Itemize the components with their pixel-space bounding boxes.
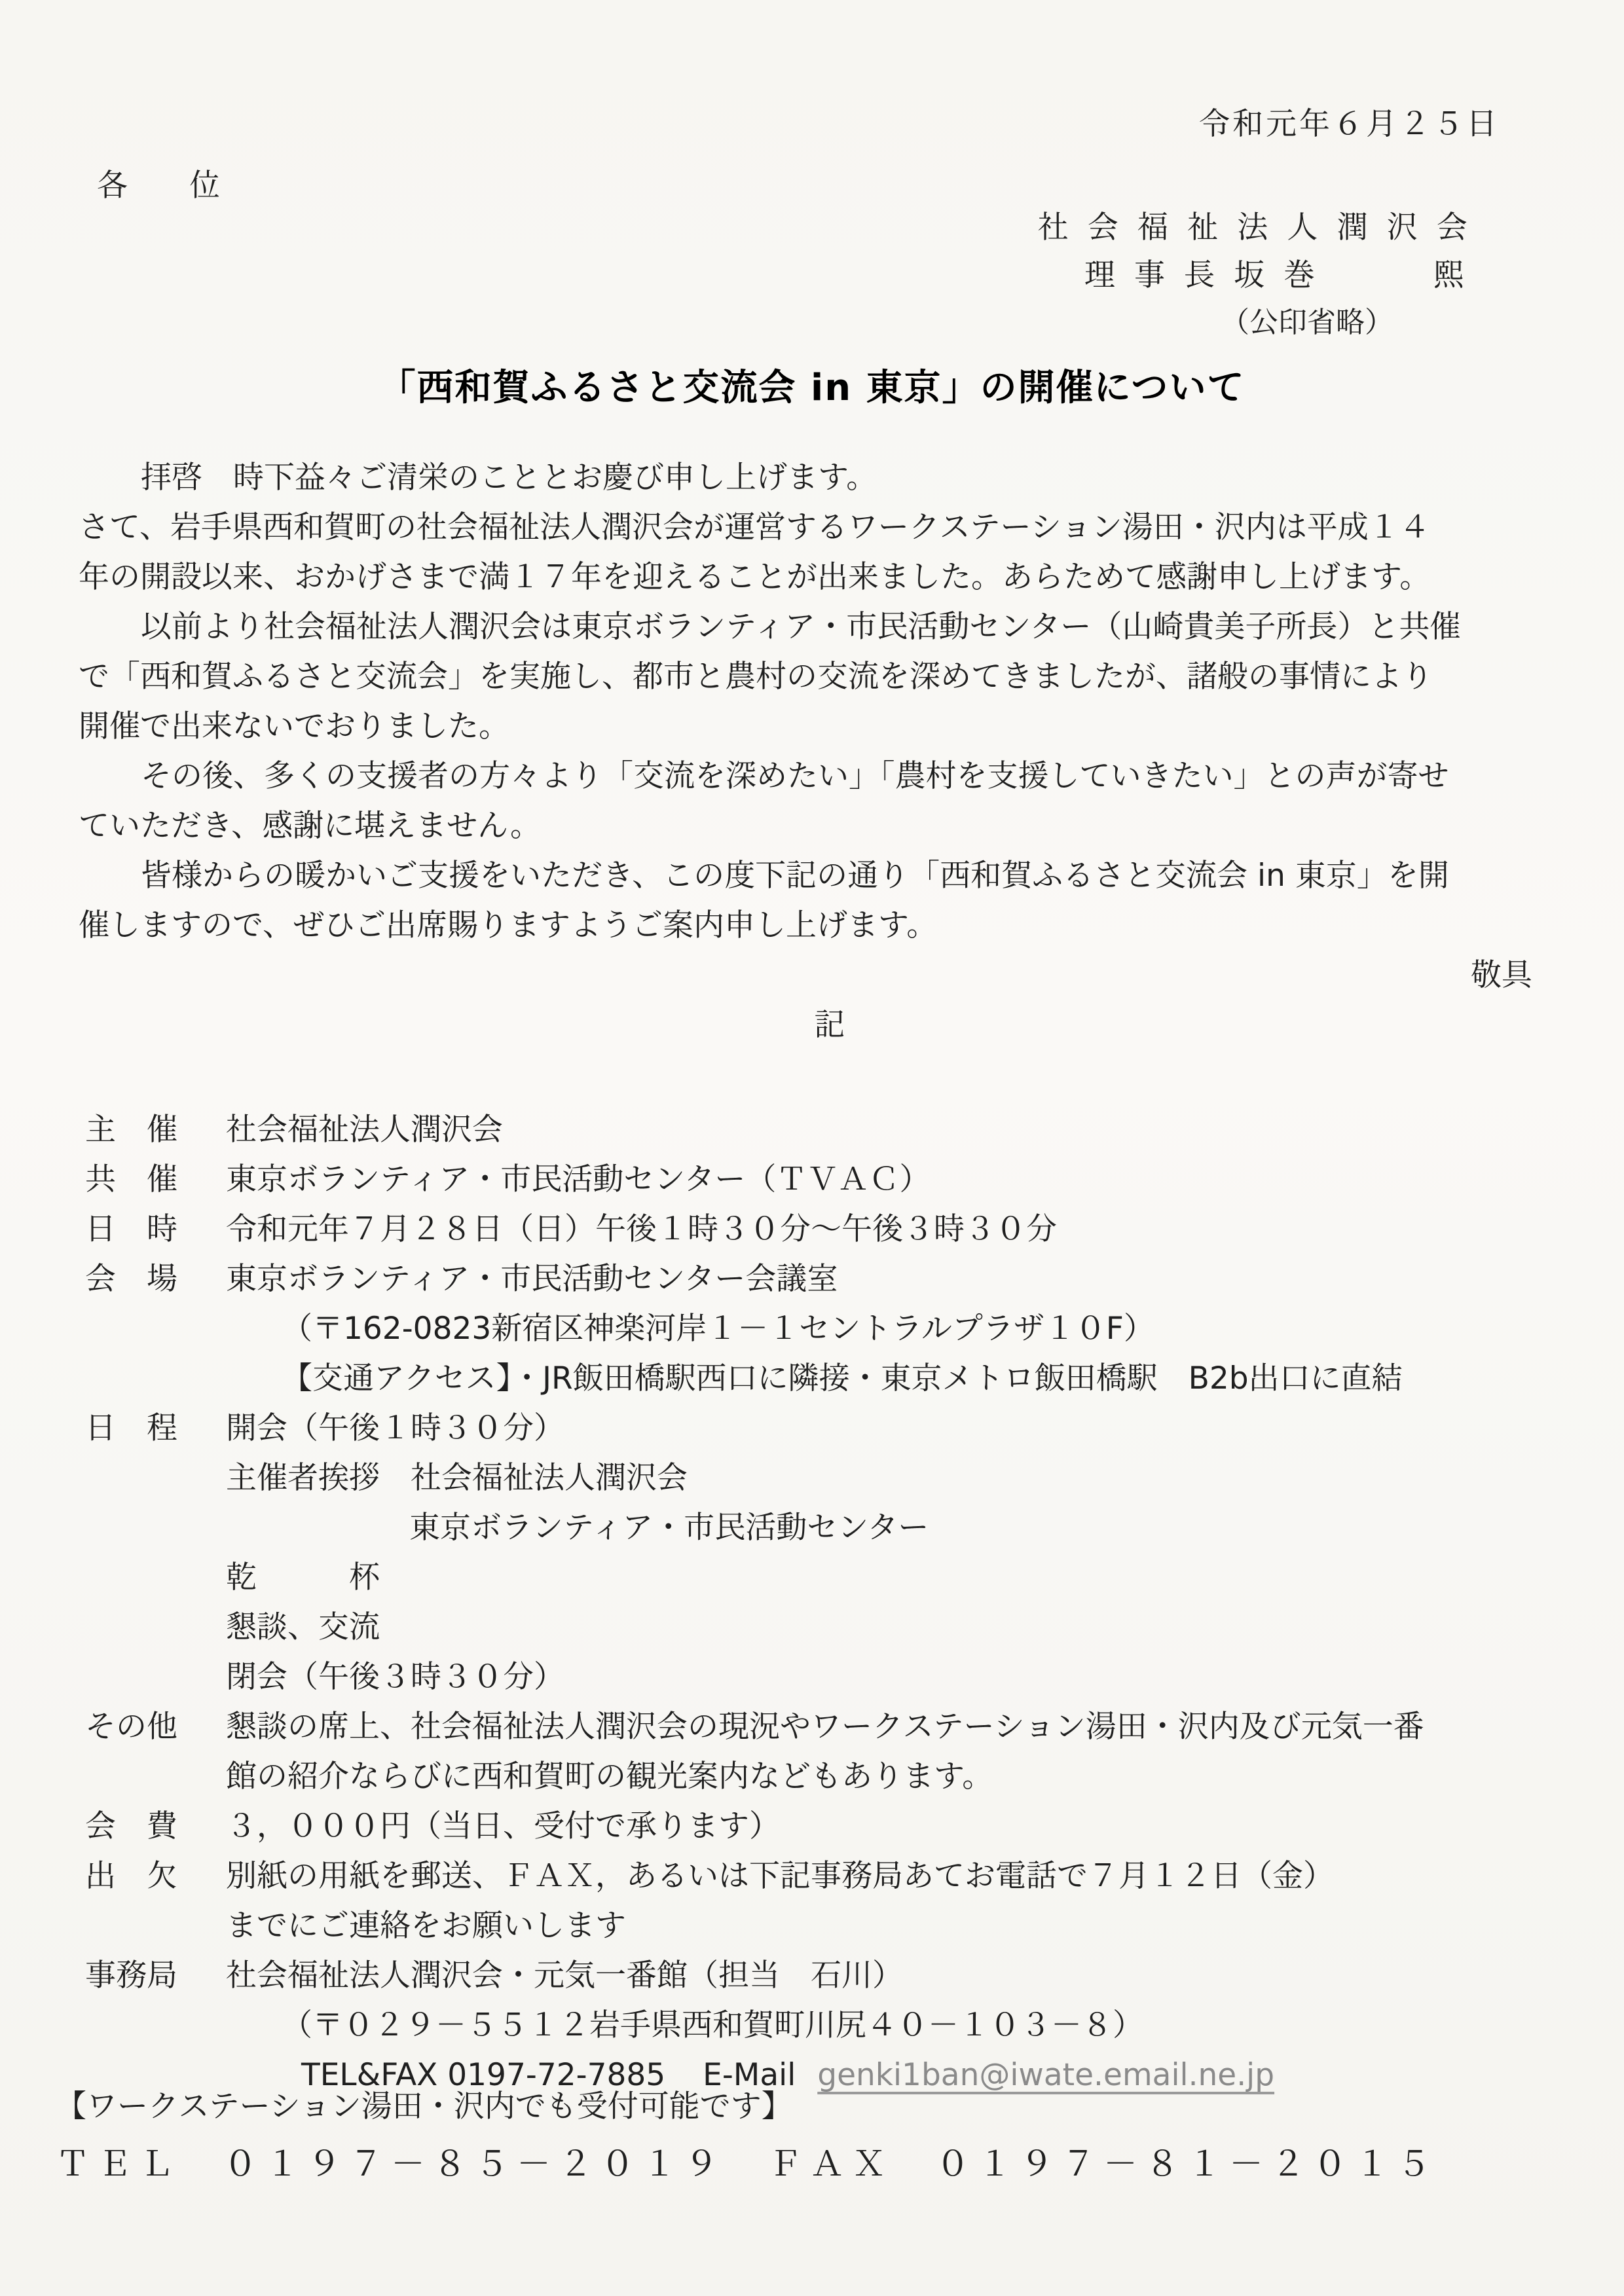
detail-row-nichiji <box>85 1205 1604 1254</box>
body-line: その後、多くの支援者の方々より「交流を深めたい」「農村を支援していきたい」との声が寄せ <box>141 758 1449 794</box>
detail-value: 社会福祉法人潤沢会 <box>226 1112 503 1148</box>
fee-value: ３，０００円（当日、受付で承ります） <box>226 1808 780 1844</box>
event-details-list <box>85 1105 1604 2100</box>
detail-label: 主 催 <box>85 1112 177 1148</box>
detail-row-sonota <box>85 1702 1604 1802</box>
body-line: ていただき、感謝に堪えません。 <box>79 808 541 844</box>
detail-row-nittei <box>85 1404 1604 1702</box>
detail-label: 事務局 <box>85 1958 177 1994</box>
detail-label: 出 欠 <box>85 1858 177 1894</box>
closing-keigu: 敬具 <box>1471 957 1532 993</box>
schedule-item: 懇談、交流 <box>226 1609 380 1645</box>
detail-row-shukketsu <box>85 1851 1604 1951</box>
detail-label: 日 時 <box>85 1211 177 1247</box>
letter-addressee: 各 位 <box>97 168 220 204</box>
sender-representative: 理事長坂巻 熙 <box>1084 257 1483 293</box>
document-title: 「西和賀ふるさと交流会 in 東京」の開催について <box>378 367 1246 409</box>
schedule-item: 乾 杯 <box>226 1559 380 1595</box>
venue-access: 【交通アクセス】・JR飯田橋駅西口に隣接・東京メトロ飯田橋駅 B2b出口に直結 <box>282 1360 1403 1396</box>
detail-row-jimukyoku <box>85 1951 1604 2100</box>
schedule-item: 主催者挨拶 社会福祉法人潤沢会 <box>226 1460 688 1496</box>
detail-row-kaijo <box>85 1254 1604 1404</box>
venue-address: （〒162-0823新宿区神楽河岸１－１セントラルプラザ１０F） <box>282 1311 1154 1347</box>
body-line: 皆様からの暖かいご支援をいただき、この度下記の通り「西和賀ふるさと交流会 in 東京」を開 <box>141 858 1449 894</box>
schedule-item: 東京ボランティア・市民活動センター <box>409 1510 929 1546</box>
venue-name: 東京ボランティア・市民活動センター会議室 <box>226 1261 838 1297</box>
detail-value: 東京ボランティア・市民活動センター（ＴＶＡＣ） <box>226 1161 931 1197</box>
detail-label: 会 場 <box>85 1261 177 1297</box>
detail-value: 令和元年７月２８日（日）午後１時３０分～午後３時３０分 <box>226 1211 1057 1247</box>
body-line: 以前より社会福祉法人潤沢会は東京ボランティア・市民活動センター（山崎貴美子所長）と共催 <box>141 609 1461 645</box>
detail-label: その他 <box>85 1709 177 1745</box>
record-heading-ki: 記 <box>814 1007 849 1043</box>
detail-label: 日 程 <box>85 1410 177 1446</box>
schedule-item: 閉会（午後３時３０分） <box>226 1659 564 1695</box>
body-line: 開催で出来ないでおりました。 <box>79 708 509 744</box>
seal-omitted-note: （公印省略） <box>1221 306 1393 339</box>
body-line: 催しますので、ぜひご出席賜りますようご案内申し上げます。 <box>79 907 938 943</box>
office-name: 社会福祉法人潤沢会・元気一番館（担当 石川） <box>226 1958 903 1994</box>
workstation-note: 【ワークステーション湯田・沢内でも受付可能です】 <box>56 2088 792 2124</box>
office-address: （〒０２９－５５１２岩手県西和賀町川尻４０－１０３－８） <box>282 2007 1143 2043</box>
letter-body <box>79 453 1585 1050</box>
schedule-item: 開会（午後１時３０分） <box>226 1410 564 1446</box>
body-line: 拝啓 時下益々ご清栄のこととお慶び申し上げます。 <box>141 460 877 496</box>
rsvp-instructions: までにご連絡をお願いします <box>226 1908 626 1944</box>
email-label: E-Mail <box>703 2057 796 2093</box>
detail-value: 館の紹介ならびに西和賀町の観光案内などもあります。 <box>226 1758 993 1795</box>
body-line: 年の開設以来、おかげさまで満１７年を迎えることが出来ました。あらためて感謝申し上げます。 <box>79 559 1431 595</box>
sender-organization: 社会福祉法人潤沢会 <box>1037 210 1486 246</box>
office-telfax: TEL&FAX 0197-72-7885 <box>301 2057 666 2093</box>
body-line: さて、岩手県西和賀町の社会福祉法人潤沢会が運営するワークステーション湯田・沢内は平成１４ <box>79 509 1430 545</box>
rsvp-instructions: 別紙の用紙を郵送、ＦＡＸ，あるいは下記事務局あてお電話で７月１２日（金） <box>226 1858 1334 1894</box>
detail-label: 会 費 <box>85 1808 177 1844</box>
email-address: genki1ban@iwate.email.ne.jp <box>817 2057 1275 2093</box>
body-line: で「西和賀ふるさと交流会」を実施し、都市と農村の交流を深めてきましたが、諸般の事情により <box>79 659 1433 695</box>
letter-date: 令和元年６月２５日 <box>1199 106 1500 142</box>
workstation-telfax: ＴＥＬ ０１９７－８５－２０１９ ＦＡＸ ０１９７－８１－２０１５ <box>56 2145 1439 2184</box>
detail-label: 共 催 <box>85 1161 177 1197</box>
detail-row-kaihi <box>85 1802 1604 1851</box>
detail-row-shusai <box>85 1105 1604 1155</box>
detail-row-kyosai <box>85 1155 1604 1205</box>
footer-block <box>56 2081 1575 2191</box>
detail-value: 懇談の席上、社会福祉法人潤沢会の現況やワークステーション湯田・沢内及び元気一番 <box>226 1709 1424 1745</box>
